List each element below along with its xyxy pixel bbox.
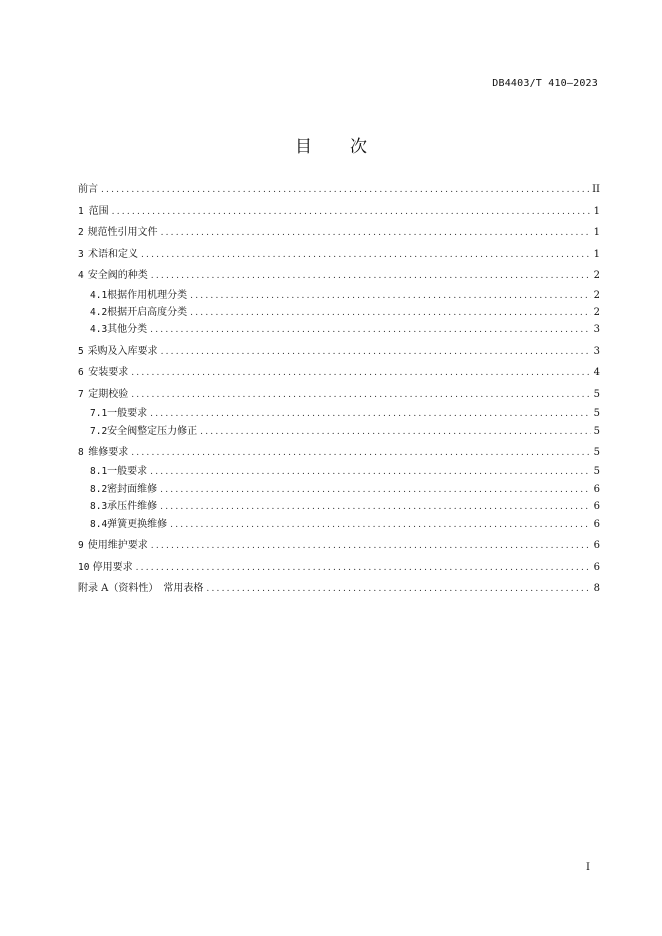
toc-entry-number: 4.2 [90,306,108,318]
toc-entry-page: II [592,184,600,195]
toc-entry-number: 7.2 [90,425,108,437]
toc-leader-dots [112,202,591,224]
toc-leader-dots [206,579,590,601]
toc-entry-5[interactable] [78,341,600,363]
toc-entry-page: 1 [593,205,600,217]
toc-entry-label: 根据作用机理分类 [107,289,188,301]
toc-entry-6[interactable] [78,362,600,384]
toc-entry-number: 10 [78,561,90,573]
toc-leader-dots [150,322,590,339]
toc-leader-dots [131,385,590,407]
toc-leader-dots [150,464,590,481]
toc-entry-number: 5 [78,345,84,357]
toc-entry-number: 8.4 [90,518,108,530]
toc-entry-page: 5 [593,388,600,400]
toc-entry-2[interactable] [78,222,600,244]
toc-leader-dots [170,517,590,534]
toc-entry-label: 维修要求 [88,446,129,458]
toc-entry-label: 安全阀整定压力修正 [107,425,198,437]
toc-leader-dots [101,180,589,202]
toc-entry-number: 4.3 [90,324,108,336]
toc-entry-number: 8.1 [90,466,108,478]
toc-entry-page: 5 [593,466,600,478]
toc-leader-dots [136,558,591,580]
toc-entry-4-1[interactable] [78,287,600,304]
toc-entry-page: 6 [593,483,600,495]
toc-entry-page: 3 [593,324,600,336]
toc-entry-appendix-a[interactable] [78,578,600,600]
toc-entry-label: 其他分类 [107,324,148,336]
toc-entry-7-2[interactable] [78,423,600,440]
toc-entry-label: 术语和定义 [88,248,138,260]
document-code: DB4403/T 410—2023 [492,78,598,89]
toc-leader-dots [131,363,590,385]
table-of-contents [78,179,600,600]
toc-entry-label: 规范性引用文件 [87,227,158,238]
toc-entry-number: 2 [78,227,84,238]
toc-entry-number: 8.2 [90,483,108,495]
toc-entry-label: 承压件维修 [107,501,158,513]
toc-leader-dots [160,482,590,499]
toc-entry-8-4[interactable] [78,516,600,533]
toc-entry-label: 前言 [78,184,98,195]
toc-entry-number: 8 [78,446,84,458]
toc-leader-dots [141,245,591,267]
toc-entry-page: 5 [593,408,600,420]
toc-entry-label: 一般要求 [107,466,148,478]
toc-entry-page: 1 [593,227,600,238]
toc-entry-8-2[interactable] [78,481,600,498]
toc-leader-dots [190,288,590,305]
toc-leader-dots [200,424,590,441]
toc-entry-4-3[interactable] [78,321,600,338]
toc-entry-9[interactable] [78,535,600,557]
toc-leader-dots [190,305,590,322]
toc-entry-page: 2 [593,306,600,318]
toc-entry-4[interactable] [78,265,600,287]
toc-entry-4-2[interactable] [78,304,600,321]
toc-leader-dots [151,536,591,558]
toc-leader-dots [151,266,591,288]
toc-entry-number: 6 [78,367,84,379]
toc-entry-3[interactable] [78,244,600,266]
toc-entry-label: 附录 A（资料性） 常用表格 [78,583,204,595]
toc-entry-7-1[interactable] [78,405,600,422]
toc-entry-page: 2 [593,289,600,301]
toc-entry-10[interactable] [78,557,600,579]
toc-entry-page: 4 [593,367,600,379]
toc-entry-label: 安全阀的种类 [87,270,148,281]
toc-entry-number: 4 [78,270,84,281]
toc-leader-dots [161,223,591,245]
toc-entry-number: 1 [78,205,84,217]
toc-leader-dots [161,342,591,364]
toc-title-part2: 次 [350,137,367,157]
toc-entry-page: 2 [593,270,600,281]
toc-entry-8-3[interactable] [78,498,600,515]
toc-entry-label: 采购及入库要求 [87,345,158,357]
toc-entry-1[interactable] [78,201,600,223]
toc-entry-page: 6 [593,561,600,573]
toc-title [0,132,662,157]
toc-entry-8[interactable] [78,442,600,464]
toc-entry-label: 范围 [88,205,109,217]
toc-entry-page: 3 [593,345,600,357]
toc-entry-number: 4.1 [90,289,108,301]
toc-entry-label: 定期校验 [88,388,129,400]
toc-title-part1: 目 [295,137,312,157]
toc-entry-page: 5 [593,425,600,437]
toc-entry-page: 1 [593,248,600,260]
toc-entry-page: 8 [593,583,600,595]
toc-entry-label: 根据开启高度分类 [107,306,188,318]
toc-entry-label: 停用要求 [92,561,133,573]
toc-entry-preface[interactable] [78,179,600,201]
toc-entry-label: 密封面维修 [107,483,158,495]
toc-entry-page: 6 [593,518,600,530]
toc-entry-page: 5 [593,446,600,458]
page-number: I [586,862,590,873]
toc-entry-label: 一般要求 [107,408,148,420]
toc-leader-dots [160,499,590,516]
toc-entry-number: 3 [78,248,84,260]
toc-entry-number: 8.3 [90,501,108,513]
toc-entry-page: 6 [593,540,600,552]
toc-entry-label: 安装要求 [88,367,129,379]
toc-entry-number: 7 [78,388,84,400]
toc-leader-dots [131,443,590,465]
toc-entry-label: 弹簧更换维修 [107,518,168,530]
toc-entry-label: 使用维护要求 [87,540,148,552]
toc-entry-7[interactable] [78,384,600,406]
toc-entry-number: 9 [78,540,84,552]
toc-entry-page: 6 [593,501,600,513]
toc-entry-number: 7.1 [90,408,108,420]
toc-leader-dots [150,406,590,423]
toc-entry-8-1[interactable] [78,463,600,480]
